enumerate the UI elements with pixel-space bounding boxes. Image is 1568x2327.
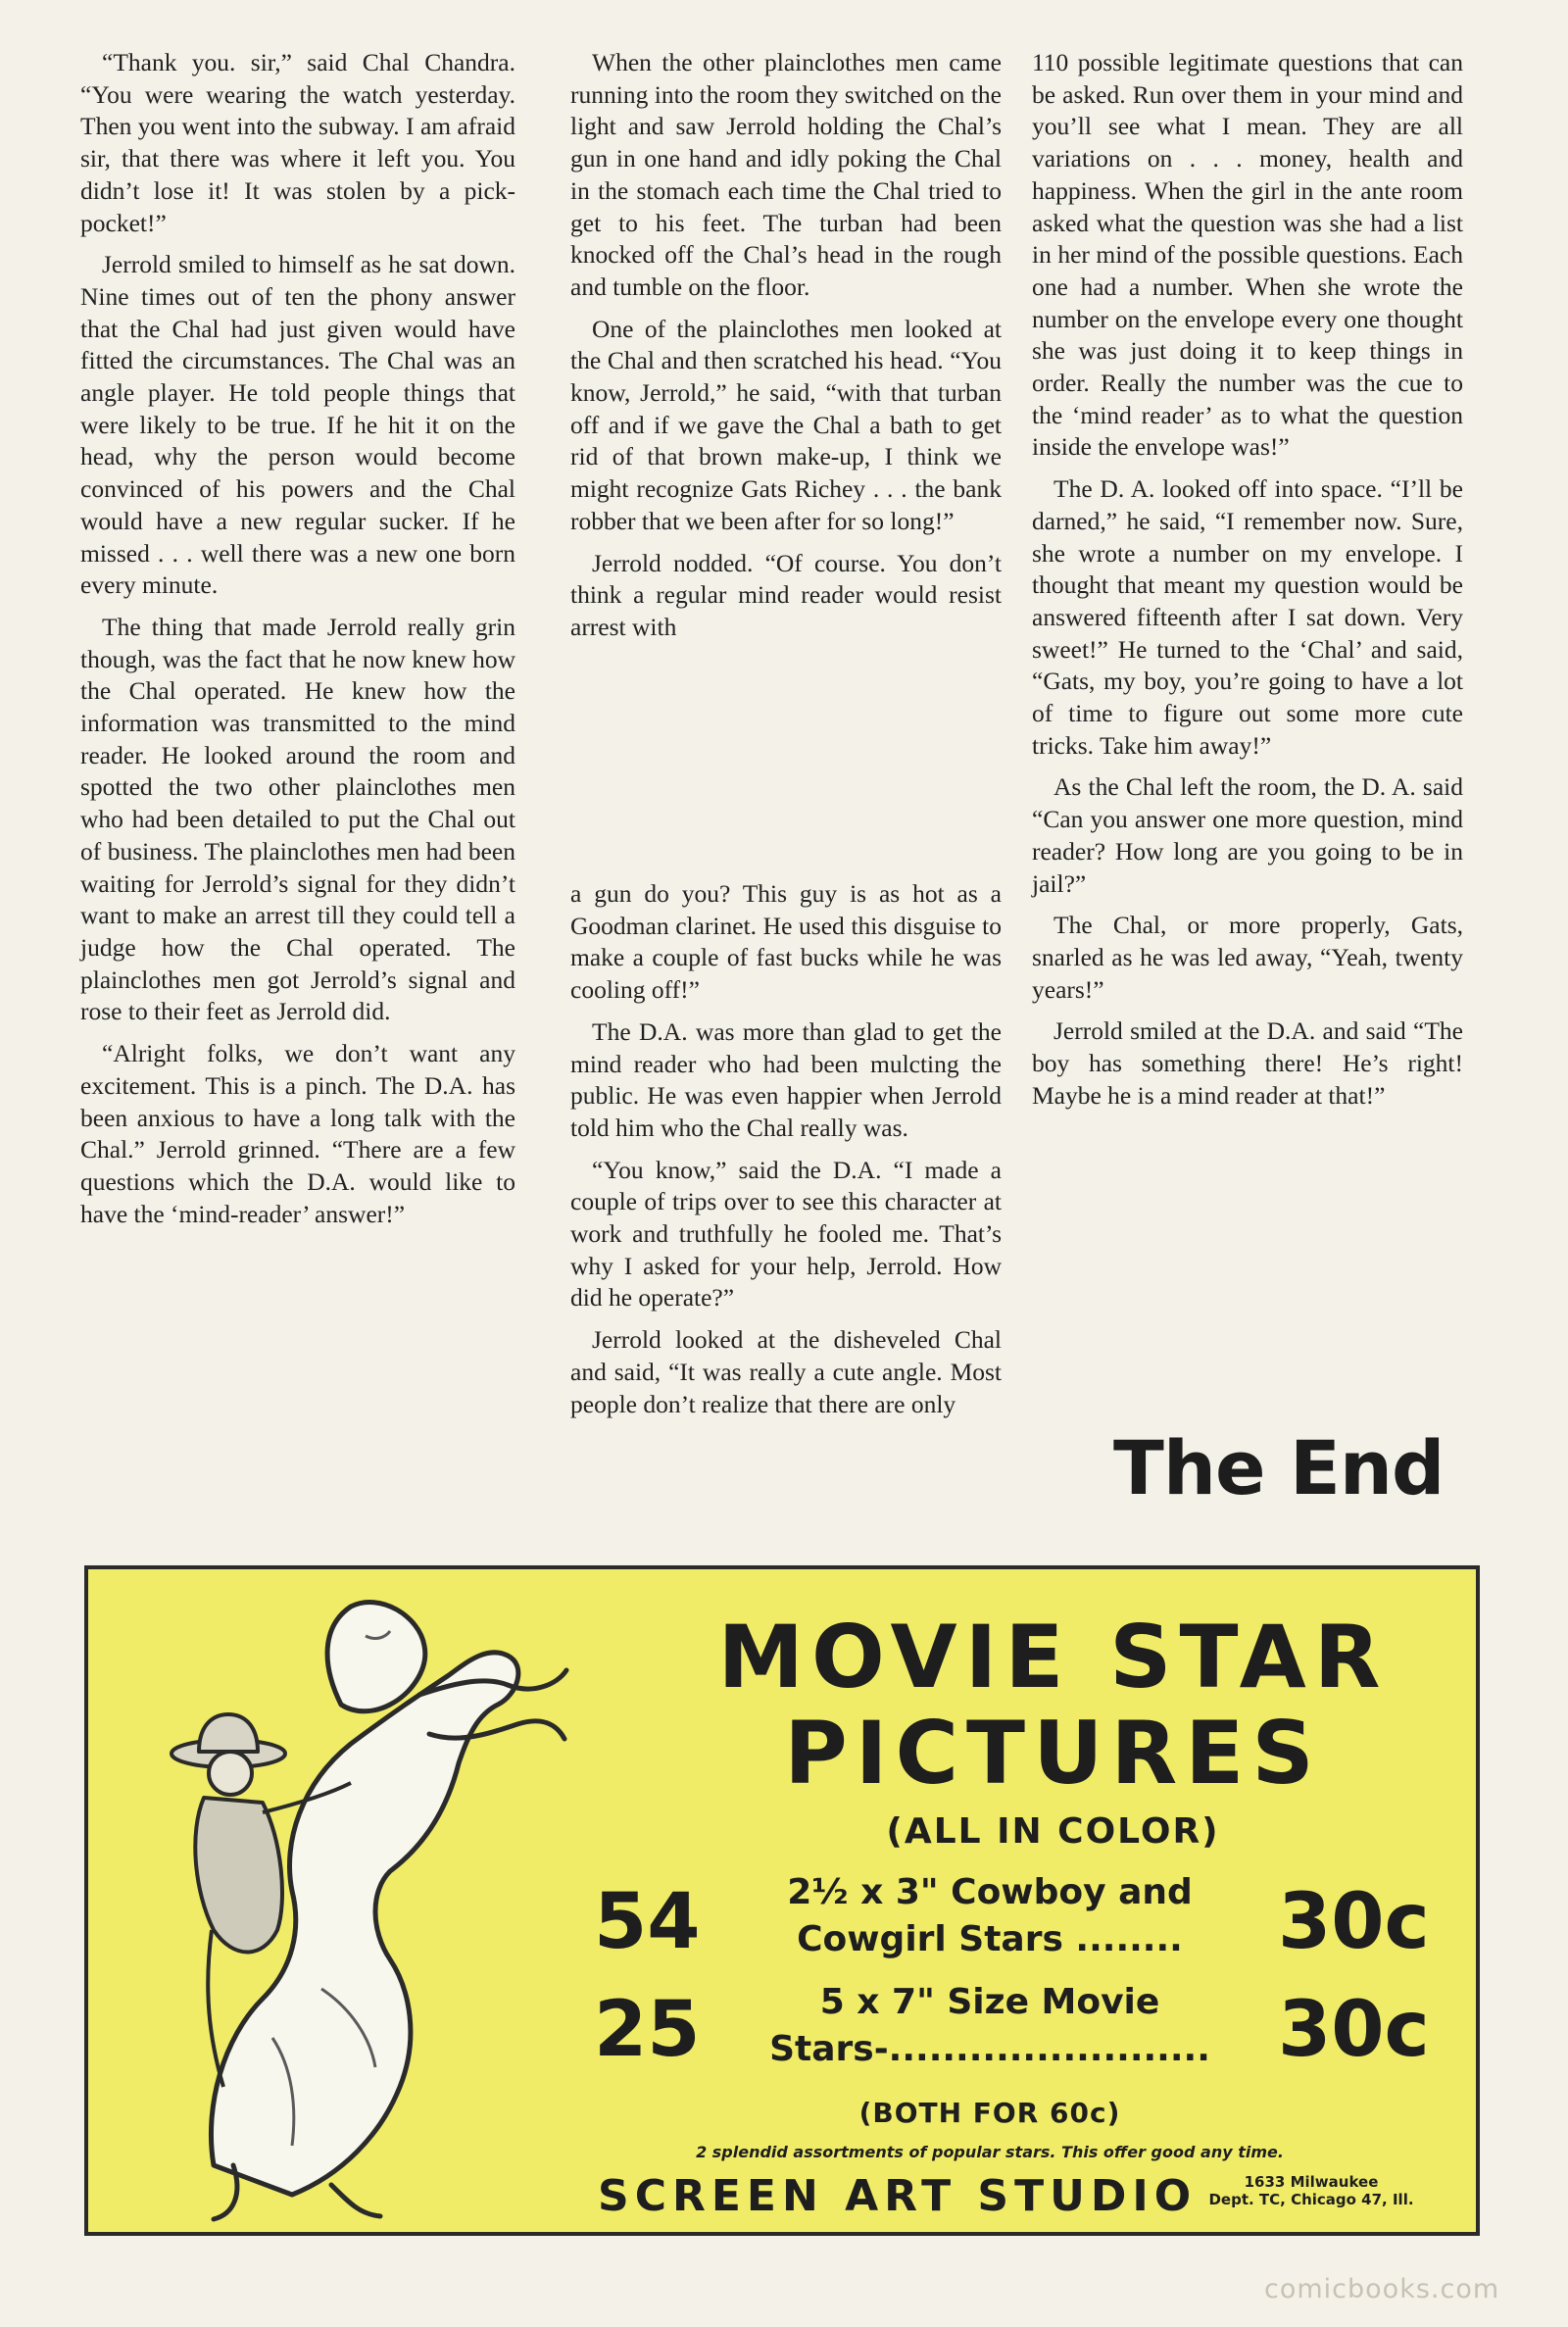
offer-1-count: 54 (594, 1878, 701, 1966)
story-paragraph: “You know,” said the D.A. “I made a couple of trips over to see this character at work and truthfully he fooled me. That’s why I asked for your help, Jerrold. How did he operate?” (570, 1155, 1002, 1312)
story-column-2 (570, 47, 1002, 644)
story-column-3 (1032, 47, 1463, 1113)
offer-1-line-1: 2½ x 3" Cowboy and (787, 1872, 1193, 1912)
story-paragraph: “Alright folks, we don’t want any excitement. This is a pinch. The D.A. has been anxious to have a long talk with the Chal.” Jerrold grinned. “There are a few questions which the D.A. would like to have the ‘mind-reader’ answer!” (80, 1039, 515, 1228)
ad-address-line-2: Dept. TC, Chicago 47, Ill. (1208, 2191, 1414, 2208)
story-paragraph: The Chal, or more properly, Gats, snarled as he was led away, “Yeah, twenty years!” (1032, 911, 1463, 1004)
ad-address-line-1: 1633 Milwaukee (1244, 2173, 1379, 2191)
the-end-title: The End (1113, 1424, 1445, 1511)
story-paragraph: When the other plainclothes men came running into the room they switched on the light and saw Jerrold holding the Chal’s gun in one hand and idly poking the Chal in the stomach each time the Chal tried to get to his feet. The turban had been knocked off the Chal’s head in the rough and tumble on the floor. (570, 48, 1002, 301)
story-paragraph: a gun do you? This guy is as hot as a Goodman clarinet. He used this disguise to make a couple of fast bucks while he was cooling off!” (570, 879, 1002, 1005)
story-paragraph: The thing that made Jerrold really grin though, was the fact that he now knew how the Chal operated. He knew how the information was transmitted to the mind reader. He looked around the room and spotted the two other plainclothes men who had been detailed to put the Chal out of business. The plainclothes men had been waiting for Jerrold’s signal for they didn’t want to make an arrest till they could tell a judge how the Chal operated. The plainclothes men got Jerrold’s signal and rose to their feet as Jerrold did. (80, 612, 515, 1026)
offer-2-description (764, 1979, 1215, 2073)
story-column-2-continued (570, 878, 1002, 1420)
ad-studio-name: SCREEN ART STUDIO (598, 2171, 1198, 2221)
story-paragraph: 110 possible legitimate questions that can be asked. Run over them in your mind and you’ll see what I mean. They are all variations on . . . money, health and happiness. When the girl in the ante room asked what the question was she had a list in her mind of the possible questions. Each one had a number. When she wrote the number on the envelope every one thought she was just doing it to keep things in order. Really the number was the cue to the ‘mind reader’ as to what the question inside the envelope was!” (1032, 48, 1463, 462)
offer-1-price: 30c (1278, 1878, 1430, 1966)
offer-1-line-2: Cowgirl Stars ........ (797, 1919, 1183, 1959)
story-paragraph: Jerrold smiled to himself as he sat down. Nine times out of ten the phony answer that the Chal had just given would have fitted the circumstances. The Chal was an angle player. He told people things that were likely to be true. If he hit it on the head, why the person would become convinced of his powers and the Chal would have a new regular sucker. If he missed . . . well there was a new one born every minute. (80, 250, 515, 600)
ad-title-line-1: MOVIE STAR (717, 1607, 1389, 1708)
offer-2-price: 30c (1278, 1986, 1430, 2074)
ad-title-line-2: PICTURES (784, 1703, 1322, 1804)
movie-star-pictures-ad (84, 1565, 1480, 2236)
offer-2-count: 25 (594, 1986, 701, 2074)
site-watermark: comicbooks.com (1264, 2274, 1500, 2304)
offer-1-description (764, 1869, 1215, 1963)
story-paragraph: As the Chal left the room, the D. A. said “Can you answer one more question, mind reader? How long are you going to be in jail?” (1032, 772, 1463, 898)
story-paragraph: Jerrold nodded. “Of course. You don’t think a regular mind reader would resist arrest with (570, 548, 1002, 641)
offer-2-line-1: 5 x 7" Size Movie (819, 1982, 1160, 2022)
ad-subtitle: (ALL IN COLOR) (886, 1811, 1220, 1852)
story-paragraph: The D.A. was more than glad to get the mind reader who had been mulcting the public. He was even happier when Jerrold told him who the Chal really was. (570, 1016, 1002, 1142)
story-paragraph: One of the plainclothes men looked at the Chal and then scratched his head. “You know, Jerrold,” he said, “with that turban off and if we gave the Chal a bath to get rid of that brown make-up, I think we might recognize Gats Richey . . . the bank robber that we been after for so long!” (570, 314, 1002, 535)
ad-bundle-offer: (BOTH FOR 60c) (858, 2097, 1121, 2129)
story-paragraph: The D. A. looked off into space. “I’ll be darned,” he said, “I remember now. Sure, she wrote a number on my envelope. I thought that meant my question would be answered fifteenth after I sat down. Very sweet!” He turned to the ‘Chal’ and said, “Gats, my boy, you’re going to have a lot of time to figure out some more cute tricks. Take him away!” (1032, 474, 1463, 760)
story-paragraph: “Thank you. sir,” said Chal Chandra. “You were wearing the watch yesterday. Then you went into the subway. I am afraid sir, that there was where it left you. You didn’t lose it! It was stolen by a pick-pocket!” (80, 48, 515, 237)
story-column-1 (80, 47, 515, 1230)
story-paragraph: Jerrold looked at the disheveled Chal and said, “It was really a cute angle. Most people don’t realize that there are only (570, 1325, 1002, 1418)
ad-address (1194, 2173, 1429, 2208)
story-paragraph: Jerrold smiled at the D.A. and said “The boy has something there! He’s right! Maybe he is a mind reader at that!” (1032, 1016, 1463, 1110)
ad-fine-print: 2 splendid assortments of popular stars. This offer good any time. (696, 2143, 1284, 2161)
offer-2-line-2: Stars-........................ (769, 2029, 1210, 2069)
